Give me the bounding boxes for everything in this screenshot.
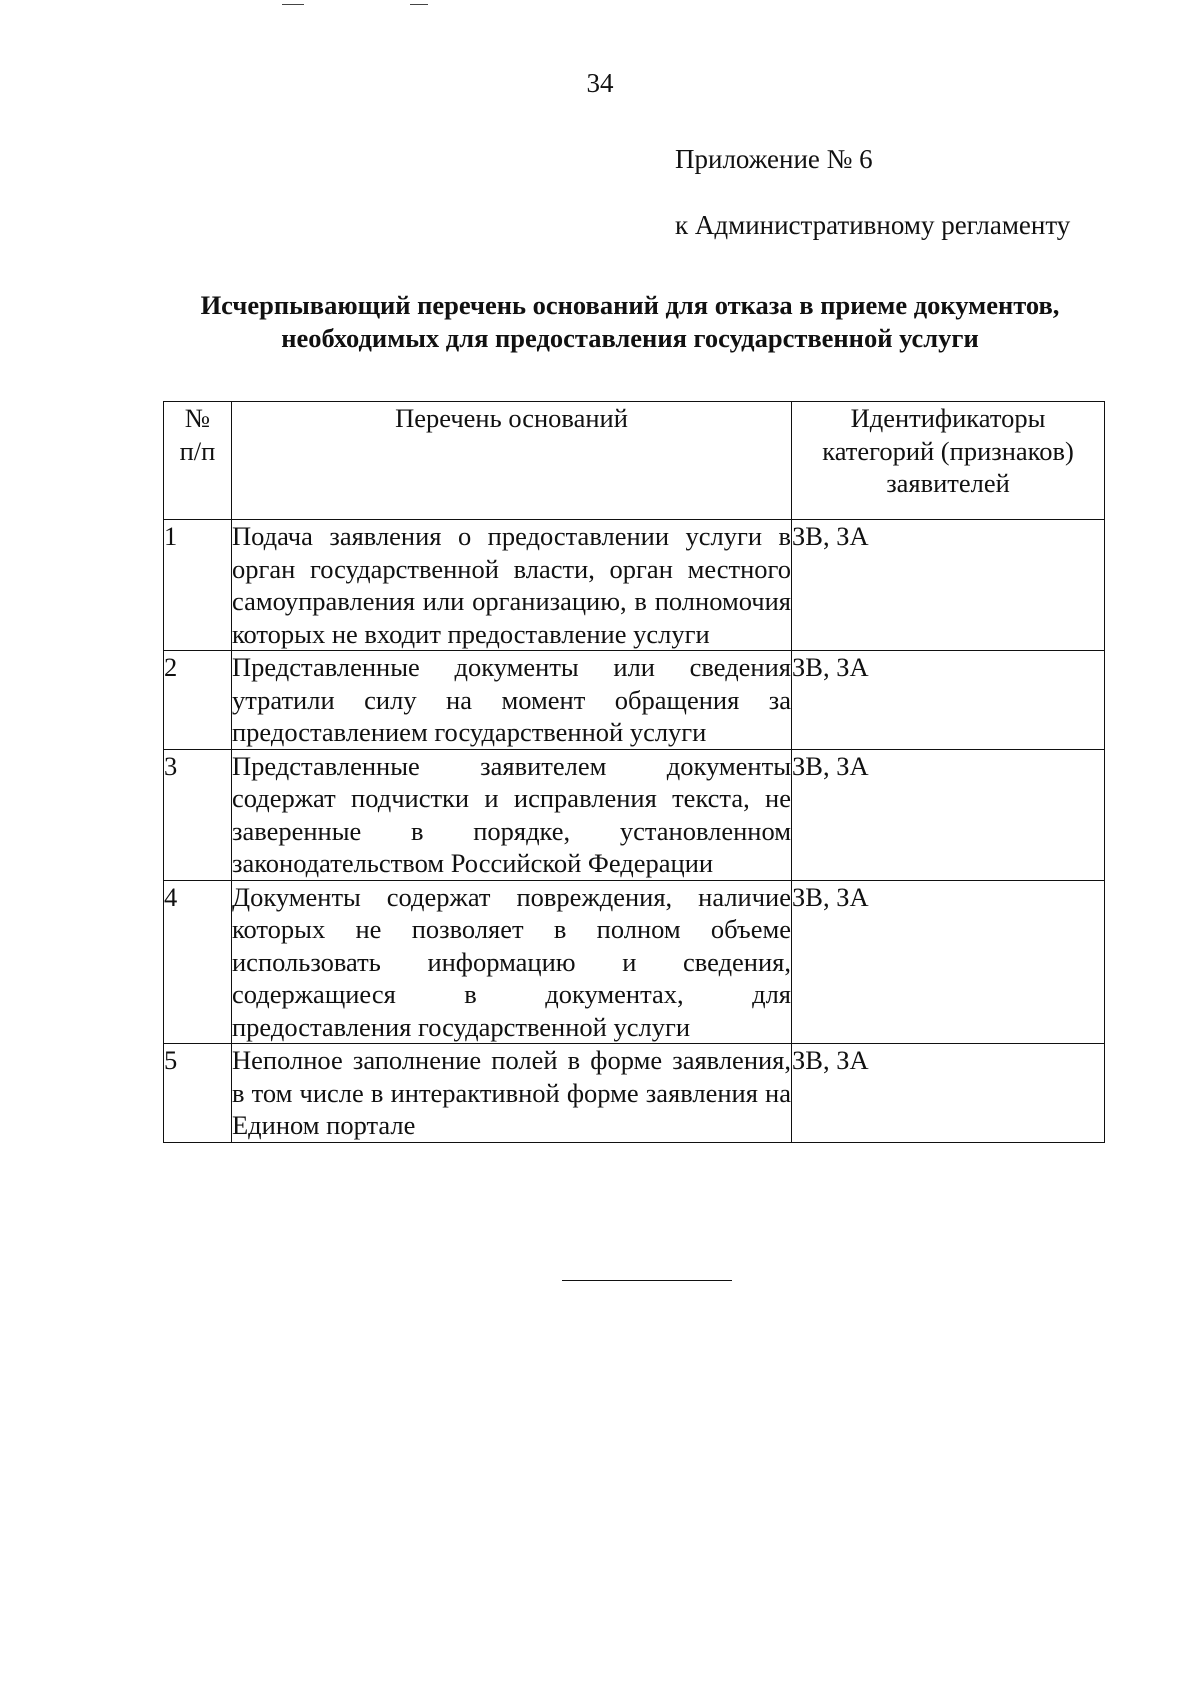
header-number	[164, 402, 232, 520]
header-number-label: № п/п	[179, 403, 216, 466]
row-identifiers: ЗВ, ЗА	[792, 520, 1105, 651]
row-grounds-text: Документы содержат повреждения, наличие которых не позволяет в полном объеме использовать информацию и сведения, содержащиеся в документах, для предоставления государственной услуги	[232, 881, 791, 1042]
row-number: 2	[164, 651, 232, 750]
row-identifiers: ЗВ, ЗА	[792, 749, 1105, 880]
row-number: 4	[164, 880, 232, 1044]
header-identifiers	[792, 402, 1105, 520]
appendix-reference: к Административному регламенту	[675, 210, 1071, 240]
table-row	[164, 651, 1105, 750]
table-row	[164, 1044, 1105, 1143]
scan-artifact	[410, 4, 428, 5]
row-number: 3	[164, 749, 232, 880]
scan-artifact	[282, 4, 304, 5]
row-number: 1	[164, 520, 232, 651]
row-identifiers: ЗВ, ЗА	[792, 880, 1105, 1044]
header-identifiers-label: Идентификаторы категорий (признаков) заявителей	[822, 403, 1074, 498]
row-identifiers: ЗВ, ЗА	[792, 1044, 1105, 1143]
table-row	[164, 520, 1105, 651]
row-number: 5	[164, 1044, 232, 1143]
header-grounds-label: Перечень оснований	[395, 403, 628, 433]
row-identifiers: ЗВ, ЗА	[792, 651, 1105, 750]
closing-rule	[562, 1280, 732, 1281]
row-grounds-text: Представленные документы или сведения утратили силу на момент обращения за предоставлением государственной услуги	[232, 652, 791, 747]
appendix-number: Приложение № 6	[675, 144, 873, 174]
row-grounds-text: Представленные заявителем документы содержат подчистки и исправления текста, не заверенные в порядке, установленном законодательством Российской Федерации	[232, 750, 791, 878]
grounds-table	[163, 401, 1105, 1143]
document-title: Исчерпывающий перечень оснований для отказа в приеме документов, необходимых для предоставления государственной услуги	[200, 290, 1060, 353]
table-row	[164, 880, 1105, 1044]
row-grounds-text: Подача заявления о предоставлении услуги в орган государственной власти, орган местного самоуправления или организацию, в полномочия которых не входит предоставление услуги	[232, 521, 791, 649]
row-grounds-text: Неполное заполнение полей в форме заявления, в том числе в интерактивной форме заявления на Едином портале	[232, 1045, 791, 1140]
header-grounds	[232, 402, 792, 520]
table-header-row	[164, 402, 1105, 520]
table-row	[164, 749, 1105, 880]
page-number: 34	[586, 68, 614, 98]
